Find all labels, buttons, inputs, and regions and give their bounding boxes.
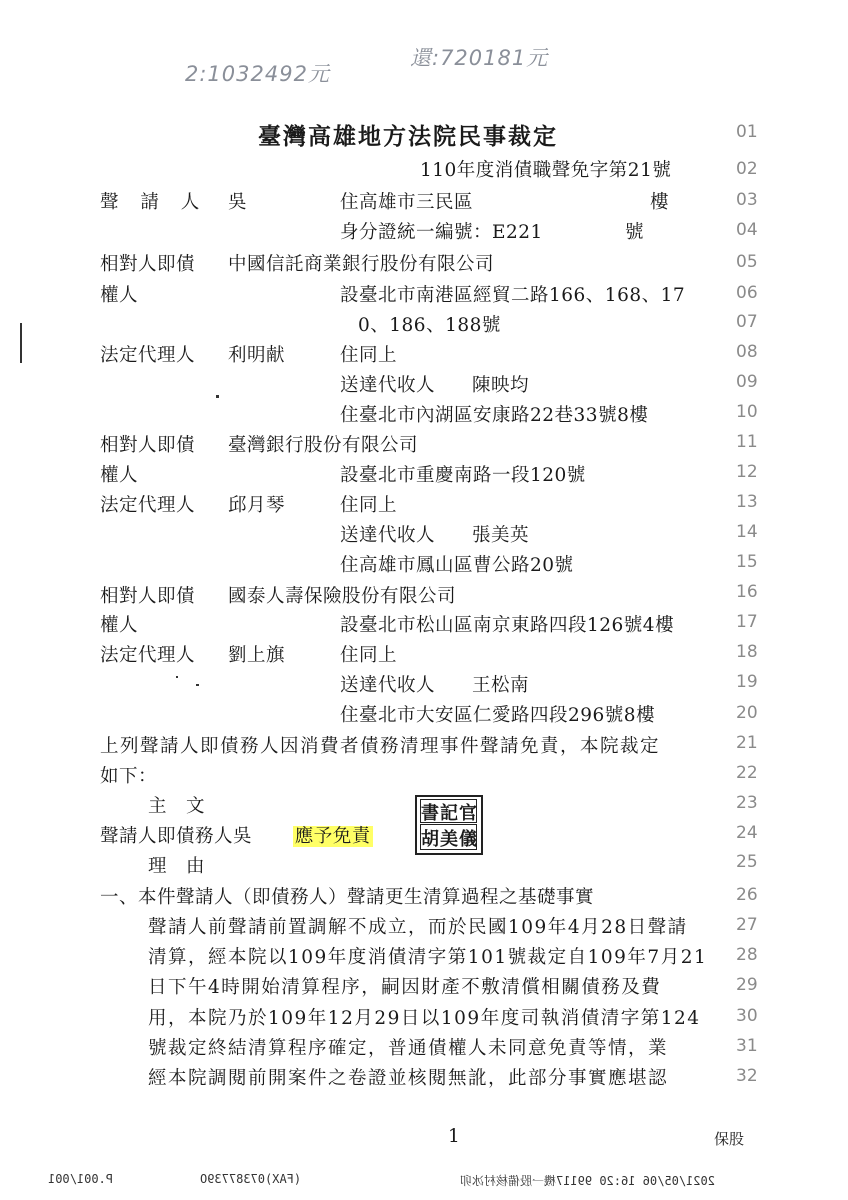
counterparty-label: 相對人即債 [100, 435, 196, 456]
service-agent-name: 張美英 [472, 525, 530, 546]
line-number: 20 [736, 703, 758, 723]
paragraph-line: 號裁定終結清算程序確定，普通債權人未同意免責等情，業 [148, 1038, 669, 1059]
legal-rep-label: 法定代理人 [100, 645, 196, 666]
division-label: 保股 [714, 1130, 745, 1148]
page-number: 1 [448, 1126, 461, 1147]
applicant-id: 身分證統一編號：E221 [340, 222, 543, 243]
fax-timestamp: 2021/05/06 16:20 99117機一股備核村冰卯 [460, 1174, 715, 1188]
fax-footer-left [48, 1172, 113, 1186]
legal-rep-name: 劉上旗 [228, 645, 286, 666]
line-number: 11 [736, 432, 758, 452]
legal-rep-label: 法定代理人 [100, 495, 196, 516]
creditor-name: 中國信託商業銀行股份有限公司 [228, 254, 495, 275]
service-agent-name: 陳映均 [472, 375, 530, 396]
applicant-id-tail: 號 [625, 222, 645, 243]
counterparty-label: 權人 [100, 465, 139, 486]
line-number: 03 [736, 190, 758, 210]
line-number: 09 [736, 372, 758, 392]
line-number: 27 [736, 915, 758, 935]
paragraph-line: 日下午4時開始清算程序，嗣因財產不敷清償相關債務及費 [148, 977, 662, 998]
applicant-label: 聲 請 人 [100, 192, 208, 213]
creditor-address: 設臺北市南港區經貿二路166、168、17 [340, 285, 686, 306]
rep-address: 住同上 [340, 345, 398, 366]
line-number: 06 [736, 283, 758, 303]
line-number: 25 [736, 852, 758, 872]
legal-rep-label: 法定代理人 [100, 345, 196, 366]
paragraph-line: 經本院調閱前開案件之卷證並核閱無訛，此部分事實應堪認 [148, 1068, 669, 1089]
creditor-name: 臺灣銀行股份有限公司 [228, 435, 419, 456]
creditor-name: 國泰人壽保險股份有限公司 [228, 586, 457, 607]
intro-line-2: 如下： [100, 766, 158, 787]
line-number: 17 [736, 612, 758, 632]
counterparty-label: 權人 [100, 285, 139, 306]
scan-speck [20, 323, 22, 363]
applicant-address: 住高雄市三民區 [340, 192, 474, 213]
line-number: 24 [736, 823, 758, 843]
line-number: 30 [736, 1006, 758, 1026]
line-number: 21 [736, 733, 758, 753]
line-number: 14 [736, 522, 758, 542]
service-agent-label: 送達代收人 [340, 675, 436, 696]
case-number: 110年度消債職聲免字第21號 [420, 160, 672, 181]
creditor-address: 設臺北市松山區南京東路四段126號4樓 [340, 615, 675, 636]
line-number: 02 [736, 159, 758, 179]
line-number: 10 [736, 402, 758, 422]
line-number: 13 [736, 492, 758, 512]
scan-speck [196, 684, 199, 686]
fax-page-count: P.001/001 [48, 1172, 114, 1186]
handwritten-amount-left: 2:1032492元 [185, 62, 330, 86]
line-number: 05 [736, 252, 758, 272]
line-number: 08 [736, 342, 758, 362]
paragraph-line: 清算，經本院以109年度消債清字第101號裁定自109年7月21 [148, 947, 708, 968]
legal-rep-name: 利明献 [228, 345, 286, 366]
service-agent-address: 住臺北市大安區仁愛路四段296號8樓 [340, 705, 656, 726]
clerk-stamp [415, 795, 483, 855]
stamp-name: 胡美儀 [421, 829, 478, 850]
line-number: 28 [736, 945, 758, 965]
counterparty-label: 權人 [100, 615, 139, 636]
service-agent-label: 送達代收人 [340, 375, 436, 396]
line-number: 31 [736, 1036, 758, 1056]
reason-heading: 理 由 [148, 856, 206, 877]
fax-footer-right [460, 1172, 715, 1189]
service-agent-name: 王松南 [472, 675, 530, 696]
line-number: 07 [736, 312, 758, 332]
counterparty-label: 相對人即債 [100, 586, 196, 607]
line-number: 29 [736, 975, 758, 995]
creditor-address: 設臺北市重慶南路一段120號 [340, 465, 586, 486]
fax-number: (FAX)07387739O [200, 1172, 302, 1186]
rep-address: 住同上 [340, 495, 398, 516]
stamp-title: 書記官 [421, 803, 478, 824]
rep-address: 住同上 [340, 645, 398, 666]
paragraph-line: 用，本院乃於109年12月29日以109年度司執消債清字第124 [148, 1008, 701, 1029]
line-number: 22 [736, 763, 758, 783]
main-text [100, 822, 373, 848]
service-agent-address: 住臺北市內湖區安康路22巷33號8樓 [340, 405, 649, 426]
line-number: 26 [736, 885, 758, 905]
line-number: 16 [736, 582, 758, 602]
main-heading: 主 文 [148, 796, 206, 817]
scan-speck [216, 395, 219, 398]
line-number: 18 [736, 642, 758, 662]
line-number: 15 [736, 552, 758, 572]
main-text-highlight: 應予免責 [294, 826, 371, 847]
applicant-name: 吳 [228, 192, 248, 213]
service-agent-label: 送達代收人 [340, 525, 436, 546]
line-number: 19 [736, 672, 758, 692]
main-text-prefix: 聲請人即債務人吳 [100, 826, 253, 847]
section-1-title: 一、本件聲請人（即債務人）聲請更生清算過程之基礎事實 [100, 887, 595, 908]
paragraph-line: 聲請人前聲請前置調解不成立，而於民國109年4月28日聲請 [148, 917, 688, 938]
intro-line-1: 上列聲請人即債務人因消費者債務清理事件聲請免責，本院裁定 [100, 736, 661, 757]
line-number: 01 [736, 122, 758, 142]
document-title: 臺灣高雄地方法院民事裁定 [258, 123, 558, 150]
line-number: 12 [736, 462, 758, 482]
applicant-address-tail: 樓 [650, 192, 670, 213]
legal-rep-name: 邱月琴 [228, 495, 286, 516]
counterparty-label: 相對人即債 [100, 254, 196, 275]
line-number: 04 [736, 220, 758, 240]
scan-speck [176, 676, 178, 678]
line-number: 23 [736, 793, 758, 813]
handwritten-amount-right: 還:720181元 [410, 46, 549, 70]
service-agent-address: 住高雄市鳳山區曹公路20號 [340, 555, 574, 576]
line-number: 32 [736, 1066, 758, 1086]
fax-footer-middle [200, 1172, 301, 1186]
creditor-address: 0、186、188號 [358, 315, 501, 336]
